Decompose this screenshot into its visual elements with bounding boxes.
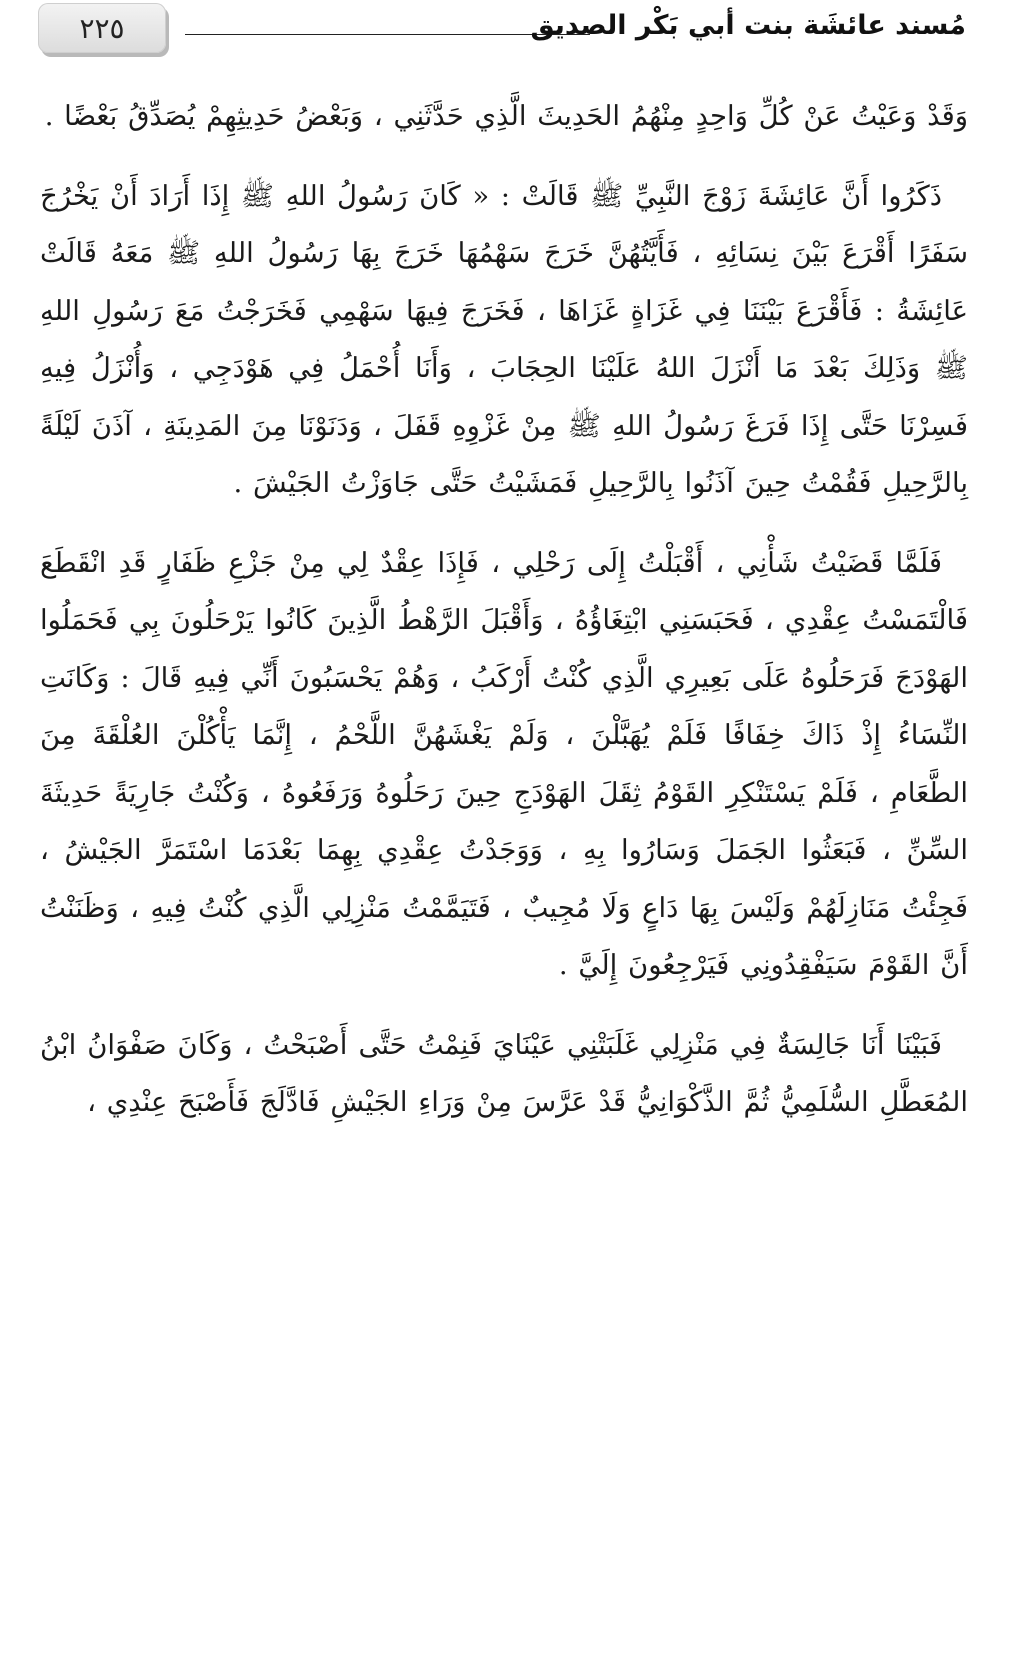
page-number-box [38,3,166,53]
page-number: ٢٢٥ [79,11,125,45]
paragraph-2: ذَكَرُوا أَنَّ عَائِشَةَ زَوْجَ النَّبِيِّ ﷺ قَالَتْ : « كَانَ رَسُولُ اللهِ ﷺ إِذَا أَرَادَ أَنْ يَخْرُجَ سَفَرًا أَقْرَعَ بَيْنَ نِسَائِهِ ، فَأَيَّتُهُنَّ خَرَجَ سَهْمُهَا خَرَجَ بِهَا رَسُولُ اللهِ ﷺ مَعَهُ قَالَتْ عَائِشَةُ : فَأَقْرَعَ بَيْنَنَا فِي غَزَاةٍ غَزَاهَا ، فَخَرَجَ فِيهَا سَهْمِي فَخَرَجْتُ مَعَ رَسُولِ اللهِ ﷺ وَذَلِكَ بَعْدَ مَا أَنْزَلَ اللهُ عَلَيْنَا الحِجَابَ ، وَأَنَا أُحْمَلُ فِي هَوْدَجِي ، وَأُنْزَلُ فِيهِ فَسِرْنَا حَتَّى إِذَا فَرَغَ رَسُولُ اللهِ ﷺ مِنْ غَزْوِهِ قَفَلَ ، وَدَنَوْنَا مِنَ المَدِينَةِ ، آذَنَ لَيْلَةً بِالرَّحِيلِ فَقُمْتُ حِينَ آذَنُوا بِالرَّحِيلِ فَمَشَيْتُ حَتَّى جَاوَزْتُ الجَيْشَ . [40,179,968,499]
paragraph-1: وَقَدْ وَعَيْتُ عَنْ كُلِّ وَاحِدٍ مِنْهُمُ الحَدِيثَ الَّذِي حَدَّثَنِي ، وَبَعْضُ حَدِيثِهِمْ يُصَدِّقُ بَعْضًا . [44,100,968,132]
paragraph-3: فَلَمَّا قَضَيْتُ شَأْنِي ، أَقْبَلْتُ إِلَى رَحْلِي ، فَإِذَا عِقْدٌ لِي مِنْ جَزْعِ ظَفَارٍ قَدِ انْقَطَعَ فَالْتَمَسْتُ عِقْدِي ، فَحَبَسَنِي ابْتِغَاؤُهُ ، وَأَقْبَلَ الرَّهْطُ الَّذِينَ كَانُوا يَرْحَلُونَ بِي فَحَمَلُوا الهَوْدَجَ فَرَحَلُوهُ عَلَى بَعِيرِي الَّذِي كُنْتُ أَرْكَبُ ، وَهُمْ يَحْسَبُونَ أَنِّي فِيهِ قَالَ : وَكَانَتِ النِّسَاءُ إِذْ ذَاكَ خِفَافًا فَلَمْ يُهَبَّلْنَ ، وَلَمْ يَغْشَهُنَّ اللَّحْمُ ، إِنَّمَا يَأْكُلْنَ العُلْقَةَ مِنَ الطَّعَامِ ، فَلَمْ يَسْتَنْكِرِ القَوْمُ ثِقَلَ الهَوْدَجِ حِينَ رَحَلُوهُ وَرَفَعُوهُ ، وَكُنْتُ جَارِيَةً حَدِيثَةَ السِّنِّ ، فَبَعَثُوا الجَمَلَ وَسَارُوا بِهِ ، وَوَجَدْتُ عِقْدِي بِهِمَا بَعْدَمَا اسْتَمَرَّ الجَيْشُ ، فَجِئْتُ مَنَازِلَهُمْ وَلَيْسَ بِهَا دَاعٍ وَلَا مُجِيبٌ ، فَتَيَمَّمْتُ مَنْزِلِي الَّذِي كُنْتُ فِيهِ ، وَظَنَنْتُ أَنَّ القَوْمَ سَيَفْقِدُونِي فَيَرْجِعُونَ إِلَيَّ . [40,546,968,981]
paragraph-4: فَبَيْنَا أَنَا جَالِسَةٌ فِي مَنْزِلِي غَلَبَتْنِي عَيْنَايَ فَنِمْتُ حَتَّى أَصْبَحْتُ ، وَكَانَ صَفْوَانُ ابْنُ المُعَطَّلِ السُّلَمِيُّ ثُمَّ الذَّكْوَانِيُّ قَدْ عَرَّسَ مِنْ وَرَاءِ الجَيْشِ فَادَّلَجَ فَأَصْبَحَ عِنْدِي ، [40,1028,968,1118]
header-rule [185,34,590,35]
text-body [40,88,968,1154]
running-title: مُسند عائشَة بنت أبي بَكْر الصديق [530,10,966,41]
page-header [0,0,1010,76]
